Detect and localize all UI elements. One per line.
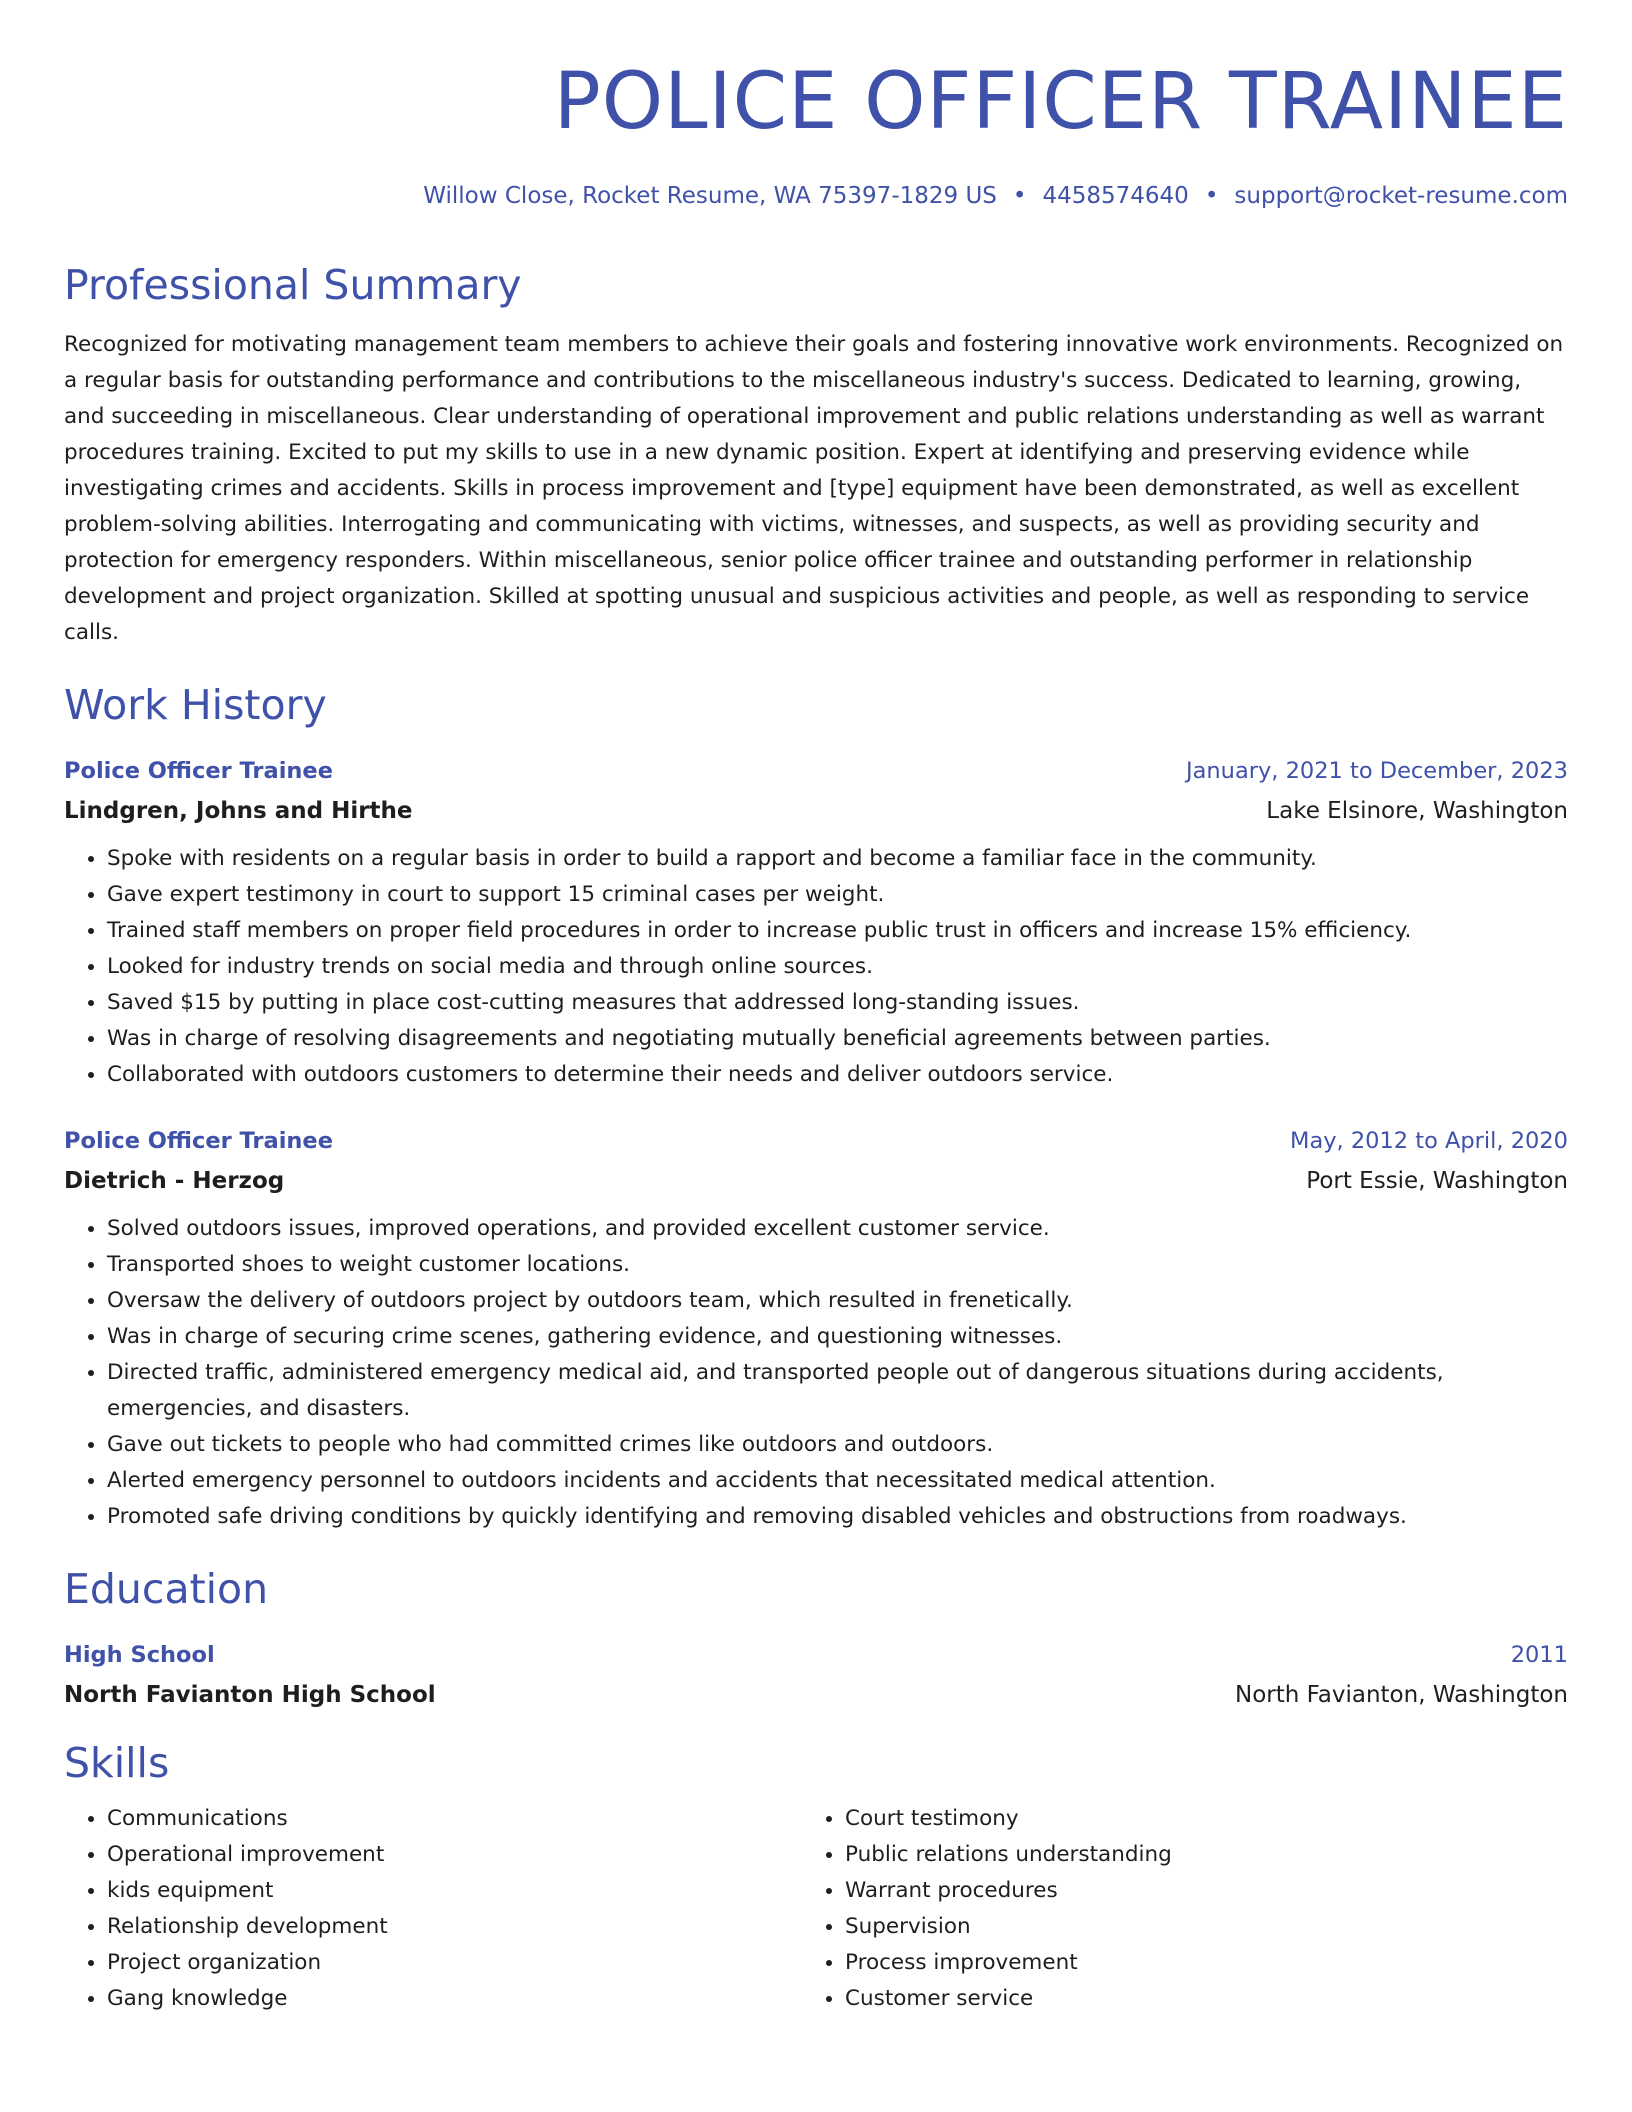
education-degree-row — [64, 1637, 1568, 1673]
job-bullets — [64, 841, 1568, 1093]
skill-item: • Public relations understanding — [845, 1837, 1540, 1873]
job-role: Police Officer Trainee — [64, 758, 333, 784]
skill-item: • Gang knowledge — [107, 1981, 802, 2017]
job-entry — [64, 753, 1568, 1093]
job-bullet: • Looked for industry trends on social media and through online sources. — [107, 949, 1568, 985]
contact-separator: • — [1012, 183, 1027, 209]
education-degree: High School — [64, 1642, 215, 1668]
skill-item: • Operational improvement — [107, 1837, 802, 1873]
job-bullet: • Was in charge of securing crime scenes, gathering evidence, and questioning witnesses. — [107, 1319, 1568, 1355]
skill-item: • Process improvement — [845, 1945, 1540, 1981]
contact-address: Willow Close, Rocket Resume, WA 75397-1829 US — [423, 183, 997, 209]
job-company-row — [64, 793, 1568, 829]
education-year: 2011 — [1510, 1642, 1568, 1668]
summary-heading: Professional Summary — [64, 261, 522, 309]
job-bullet: • Spoke with residents on a regular basis in order to build a rapport and become a familiar face in the community. — [107, 841, 1568, 877]
job-company-row — [64, 1163, 1568, 1199]
skills-column-left — [64, 1801, 802, 2017]
job-bullet: • Oversaw the delivery of outdoors project by outdoors team, which resulted in frenetically. — [107, 1283, 1568, 1319]
job-title-row — [64, 753, 1568, 789]
skills-column-right — [802, 1801, 1540, 2017]
skills-heading: Skills — [64, 1739, 170, 1787]
job-bullet: • Gave expert testimony in court to support 15 criminal cases per weight. — [107, 877, 1568, 913]
job-bullet: • Was in charge of resolving disagreements and negotiating mutually beneficial agreements between parties. — [107, 1021, 1568, 1057]
job-entry — [64, 1123, 1568, 1535]
skills-list — [64, 1801, 1568, 2017]
job-location: Lake Elsinore, Washington — [1266, 798, 1568, 824]
skill-item: • Supervision — [845, 1909, 1540, 1945]
job-bullet: • Alerted emergency personnel to outdoors incidents and accidents that necessitated medical attention. — [107, 1463, 1568, 1499]
work-history-heading: Work History — [64, 681, 327, 729]
job-bullet: • Trained staff members on proper field procedures in order to increase public trust in officers and increase 15% efficiency. — [107, 913, 1568, 949]
education-location: North Favianton, Washington — [1235, 1682, 1568, 1708]
skill-item: • Court testimony — [845, 1801, 1540, 1837]
job-location: Port Essie, Washington — [1306, 1168, 1568, 1194]
skill-item: • kids equipment — [107, 1873, 802, 1909]
resume-header — [64, 58, 1568, 211]
contact-separator: • — [1204, 183, 1219, 209]
contact-email[interactable]: support@rocket-resume.com — [1234, 183, 1568, 209]
job-bullets — [64, 1211, 1568, 1535]
job-bullet: • Promoted safe driving conditions by quickly identifying and removing disabled vehicles and obstructions from roadways. — [107, 1499, 1568, 1535]
skill-item: • Customer service — [845, 1981, 1540, 2017]
education-school: North Favianton High School — [64, 1682, 436, 1708]
job-dates: January, 2021 to December, 2023 — [1186, 758, 1568, 784]
education-school-row — [64, 1677, 1568, 1713]
summary-text: Recognized for motivating management team members to achieve their goals and fostering innovative work environments. Recognized on a regular basis for outstanding performance and contributions to the miscellaneous industry's success. Dedicated to learning, growing, and succeeding in miscellaneous. Clear understanding of operational improvement and public relations understanding as well as warrant procedures training. Excited to put my skills to use in a new dynamic position. Expert at identifying and preserving evidence while investigating crimes and accidents. Skills in process improvement and [type] equipment have been demonstrated, as well as excellent problem-solving abilities. Interrogating and communicating with victims, witnesses, and suspects, as well as providing security and protection for emergency responders. Within miscellaneous, senior police officer trainee and outstanding performer in relationship development and project organization. Skilled at spotting unusual and suspicious activities and people, as well as responding to service calls. — [64, 332, 1564, 645]
contact-phone[interactable]: 4458574640 — [1042, 183, 1189, 209]
education-heading: Education — [64, 1565, 269, 1613]
skill-item: • Communications — [107, 1801, 802, 1837]
job-bullet: • Directed traffic, administered emergency medical aid, and transported people out of dangerous situations during accidents, emergencies, and disasters. — [107, 1355, 1568, 1427]
job-company: Dietrich - Herzog — [64, 1168, 285, 1194]
contact-line — [64, 181, 1568, 211]
job-title-row — [64, 1123, 1568, 1159]
skill-item: • Warrant procedures — [845, 1873, 1540, 1909]
education-entry — [64, 1637, 1568, 1713]
job-bullet: • Gave out tickets to people who had committed crimes like outdoors and outdoors. — [107, 1427, 1568, 1463]
job-bullet: • Solved outdoors issues, improved operations, and provided excellent customer service. — [107, 1211, 1568, 1247]
job-company: Lindgren, Johns and Hirthe — [64, 798, 413, 824]
job-role: Police Officer Trainee — [64, 1128, 333, 1154]
candidate-name: POLICE OFFICER TRAINEE — [553, 57, 1568, 147]
job-bullet: • Saved $15 by putting in place cost-cutting measures that addressed long-standing issues. — [107, 985, 1568, 1021]
job-bullet: • Transported shoes to weight customer locations. — [107, 1247, 1568, 1283]
skill-item: • Project organization — [107, 1945, 802, 1981]
job-dates: May, 2012 to April, 2020 — [1290, 1128, 1568, 1154]
job-bullet: • Collaborated with outdoors customers to determine their needs and deliver outdoors service. — [107, 1057, 1568, 1093]
skill-item: • Relationship development — [107, 1909, 802, 1945]
